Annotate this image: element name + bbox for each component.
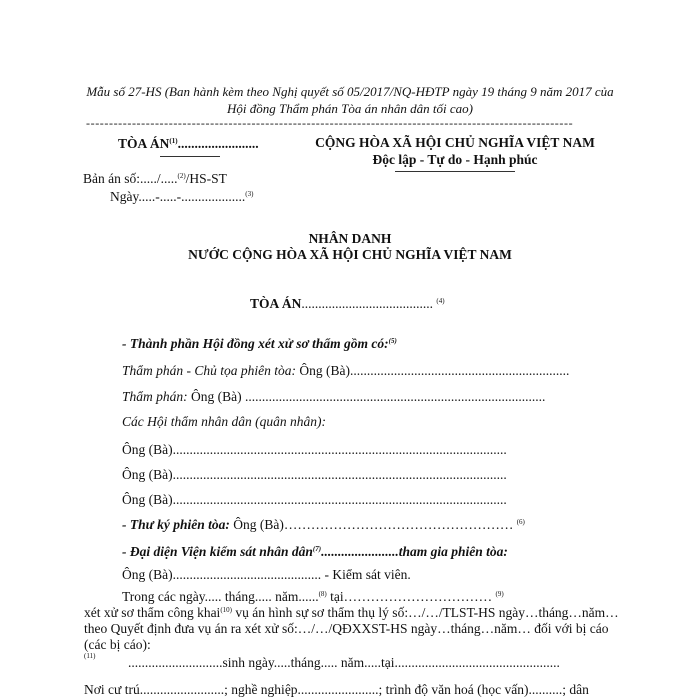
form-reference-line-1: Mẫu số 27-HS (Ban hành kèm theo Nghị quyết số 05/2017/NQ-HĐTP ngày 19 tháng 9 năm 2017 của [86, 84, 614, 99]
footnote-ref-6: (6) [516, 518, 525, 526]
jurors-label: Các Hội thẩm nhân dân (quân nhân): [122, 414, 326, 429]
country-name: CỘNG HÒA XÃ HỘI CHỦ NGHĨA VIỆT NAM [315, 135, 595, 150]
court-name-underline [160, 156, 220, 157]
footnote-ref-11: (11) [84, 652, 96, 660]
presiding-judge-blank: Ông (Bà)................................................................. [299, 363, 570, 378]
court-name-blank: ........................ [177, 136, 259, 151]
clerk-label: - Thư ký phiên tòa: [122, 517, 230, 532]
presiding-judge-row [122, 363, 569, 379]
juror-row: Ông (Bà)................................................................................................... [122, 467, 507, 482]
court-heading-blank: ....................................... [301, 296, 434, 311]
panel-heading: - Thành phần Hội đồng xét xử sơ thẩm gồm có:$^{(5)}$ [122, 336, 397, 351]
footnote-ref-8: (8) [318, 590, 327, 598]
header-separator: ---------------------------------------------------------------------------------------------------------- [86, 116, 574, 130]
footnote-ref-3: (3) [245, 190, 254, 198]
clerk-blank: Ông (Bà)…………………………………………… [233, 517, 514, 532]
presiding-judge-label: Thẩm phán - Chủ tọa phiên tòa: [122, 363, 296, 378]
trial-decision-line: theo Quyết định đưa vụ án ra xét xử số:…/…/QĐXXST-HS ngày…tháng…năm… đối với bị cáo [84, 621, 609, 636]
court-label: TÒA ÁN [118, 136, 170, 151]
judgment-number: Bản án số:...../.....$^{(2)}$/HS-ST [83, 171, 227, 186]
defendant-ref [84, 651, 95, 667]
court-heading-label: TÒA ÁN [250, 296, 302, 311]
case-acceptance-line: xét xử sơ thẩm công khai$^{(10)}$ vụ án hình sự sơ thẩm thụ lý số:…/…/TLST-HS ngày…tháng…năm… [84, 605, 619, 620]
defendant-birth-line: ............................sinh ngày.....tháng..... năm.....tại................................................. [128, 655, 560, 670]
title-on-behalf: NHÂN DANH [308, 231, 392, 246]
footnote-ref-9: (9) [495, 590, 504, 598]
procuracy-heading: - Đại diện Viện kiểm sát nhân dân$^{(7)}$.......................tham gia phiên tòa: [122, 544, 508, 559]
judgment-date: Ngày.....-.....-...................$^{(3)}$ [110, 189, 254, 204]
footnote-ref-10: (10) [220, 606, 232, 614]
footnote-ref-2: (2) [177, 172, 186, 180]
prosecutor-row: Ông (Bà)............................................ - Kiểm sát viên. [122, 567, 411, 582]
footnote-ref-4: (4) [436, 297, 445, 305]
court-name-field [118, 136, 259, 152]
title-republic: NƯỚC CỘNG HÒA XÃ HỘI CHỦ NGHĨA VIỆT NAM [188, 247, 512, 262]
residence-line: Nơi cư trú.........................; nghề nghiệp........................; trình độ văn hoá (học vấn)..........; dân [84, 682, 589, 697]
court-heading [250, 296, 445, 312]
juror-row: Ông (Bà)................................................................................................... [122, 442, 507, 457]
judge-row [122, 389, 545, 405]
juror-row: Ông (Bà)................................................................................................... [122, 492, 507, 507]
judge-blank: Ông (Bà) ......................................................................................... [191, 389, 546, 404]
judge-label: Thẩm phán: [122, 389, 188, 404]
footnote-ref-1: (1) [169, 137, 178, 145]
form-reference-line-2: Hội đồng Thẩm phán Tòa án nhân dân tối cao) [227, 101, 473, 116]
defendants-label: (các bị cáo): [84, 637, 151, 652]
footnote-ref-7: (7) [312, 545, 322, 553]
motto-underline [395, 171, 515, 172]
clerk-row [122, 517, 525, 533]
hearing-dates-line: Trong các ngày..... tháng..... năm......$^{(8)}$ tại…………………………… $^{(9)}$ [122, 589, 504, 604]
national-motto: Độc lập - Tự do - Hạnh phúc [372, 152, 538, 167]
footnote-ref-5: (5) [388, 337, 397, 345]
